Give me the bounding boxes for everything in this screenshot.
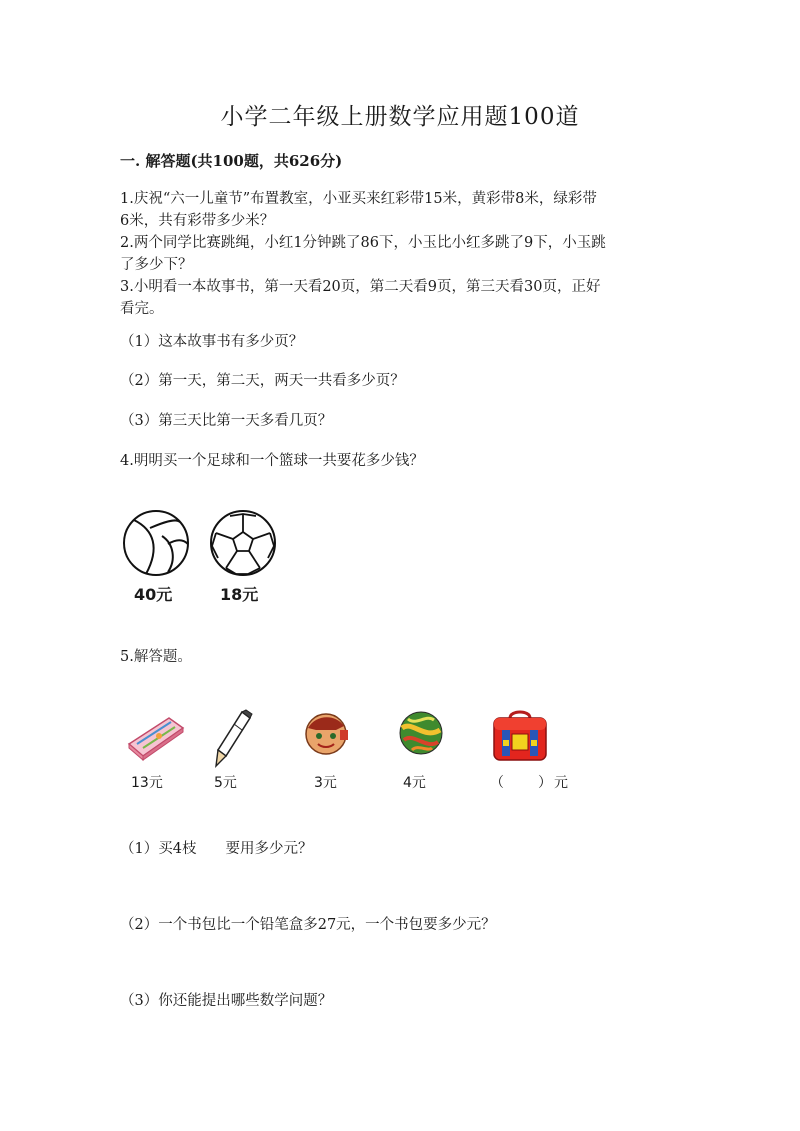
toy-drawing	[302, 710, 350, 758]
q3-sub2: （2）第一天，第二天，两天一共看多少页？	[120, 373, 405, 389]
q3-sub3: （3）第三天比第一天多看几页？	[120, 413, 333, 429]
q5-sub1: （1）买4枝 要用多少元？	[120, 841, 313, 857]
section-heading: 一. 解答题(共100题，共626分)	[120, 152, 343, 170]
school-bag-drawing	[490, 708, 550, 764]
pencil-box-drawing	[125, 712, 187, 762]
school-bag-price: （ ）元	[490, 775, 570, 791]
q3-line1: 3.小明看一本故事书，第一天看20页，第二天看9页，第三天看30页，正好	[120, 279, 601, 295]
q2-line1: 2.两个同学比赛跳绳，小红1分钟跳了86下，小玉比小红多跳了9下，小玉跳	[120, 235, 606, 251]
q3-sub1: （1）这本故事书有多少页？	[120, 334, 304, 350]
q5-sub3: （3）你还能提出哪些数学问题？	[120, 993, 333, 1009]
basketball-price: 40元	[134, 585, 173, 604]
toy-price: 3元	[314, 775, 337, 791]
q5-sub2: （2）一个书包比一个铅笔盒多27元，一个书包要多少元？	[120, 917, 496, 933]
q4-text: 4.明明买一个足球和一个篮球一共要花多少钱？	[120, 453, 424, 469]
soccer-ball-drawing	[208, 508, 278, 578]
pencil-price: 5元	[214, 775, 237, 791]
q2-line2: 了多少下？	[120, 257, 193, 273]
page-title: 小学二年级上册数学应用题100道	[220, 104, 580, 130]
ball-price: 4元	[403, 775, 426, 791]
basketball-drawing	[120, 508, 192, 578]
q3-line2: 看完。	[120, 301, 164, 317]
colorful-ball-drawing	[398, 710, 444, 756]
pencil-box-price: 13元	[131, 775, 163, 791]
soccer-ball-price: 18元	[220, 585, 259, 604]
pencil-drawing	[212, 708, 254, 770]
q1-line1: 1.庆祝“六一儿童节”布置教室，小亚买来红彩带15米，黄彩带8米，绿彩带	[120, 191, 597, 207]
q5-text: 5.解答题。	[120, 649, 192, 665]
q1-line2: 6米，共有彩带多少米？	[120, 213, 275, 229]
